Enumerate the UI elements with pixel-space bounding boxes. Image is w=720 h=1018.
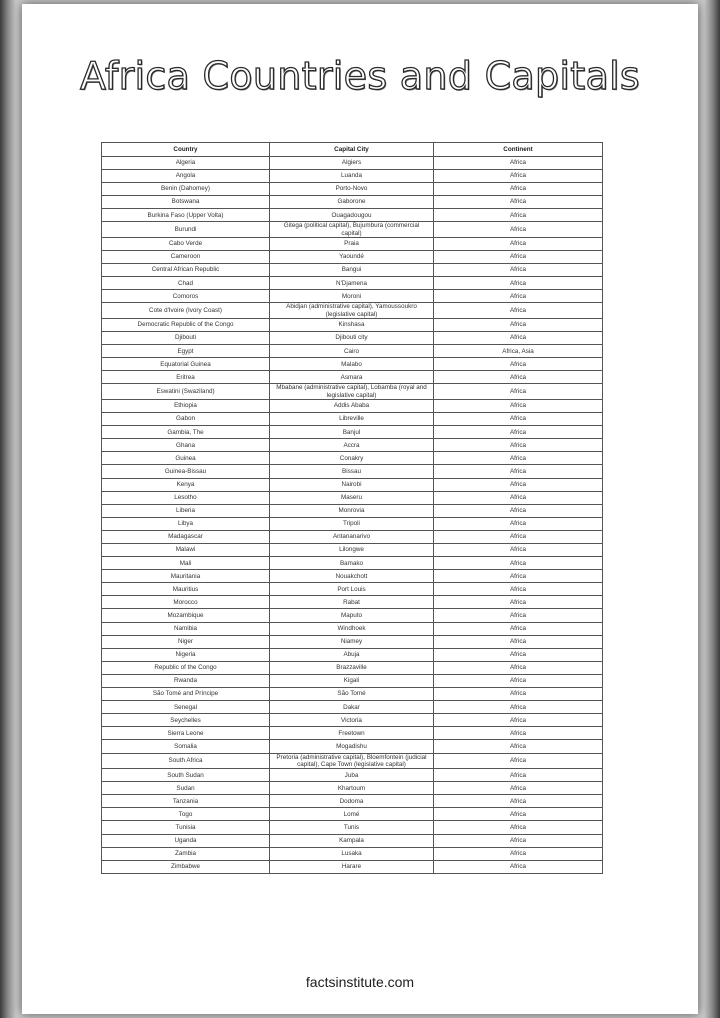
table-row	[102, 345, 603, 358]
capital-cell: Malabo	[270, 358, 434, 371]
continent-cell: Africa	[434, 452, 603, 465]
table-row	[102, 264, 603, 277]
table-row	[102, 740, 603, 753]
continent-cell: Africa	[434, 544, 603, 557]
capital-cell: Brazzaville	[270, 661, 434, 674]
country-cell: Niger	[102, 635, 270, 648]
capital-cell: Cairo	[270, 345, 434, 358]
continent-cell: Africa	[434, 358, 603, 371]
capital-cell: Kampala	[270, 834, 434, 847]
country-cell: Madagascar	[102, 530, 270, 543]
table-row	[102, 371, 603, 384]
table-row	[102, 358, 603, 371]
continent-cell: Africa	[434, 753, 603, 769]
continent-cell: Africa	[434, 237, 603, 250]
continent-cell: Africa	[434, 622, 603, 635]
country-cell: Cameroon	[102, 250, 270, 263]
continent-cell: Africa	[434, 209, 603, 222]
country-cell: Eswatini (Swaziland)	[102, 384, 270, 400]
continent-cell: Africa	[434, 517, 603, 530]
continent-cell: Africa	[434, 530, 603, 543]
table-row	[102, 250, 603, 263]
table-row	[102, 399, 603, 412]
continent-cell: Africa	[434, 290, 603, 303]
continent-cell: Africa	[434, 688, 603, 701]
country-cell: Zambia	[102, 847, 270, 860]
capital-cell: Tunis	[270, 821, 434, 834]
table-row	[102, 222, 603, 238]
capital-cell: Lusaka	[270, 847, 434, 860]
continent-cell: Africa	[434, 740, 603, 753]
table-row	[102, 478, 603, 491]
country-cell: Comoros	[102, 290, 270, 303]
table-row	[102, 727, 603, 740]
continent-cell: Africa	[434, 264, 603, 277]
continent-cell: Africa	[434, 371, 603, 384]
continent-cell: Africa	[434, 648, 603, 661]
capital-cell: Juba	[270, 769, 434, 782]
capital-cell: Abidjan (administrative capital), Yamoussoukro (legislative capital)	[270, 303, 434, 319]
table-row	[102, 544, 603, 557]
table-row	[102, 182, 603, 195]
country-cell: Democratic Republic of the Congo	[102, 318, 270, 331]
table-row	[102, 795, 603, 808]
table-row	[102, 661, 603, 674]
table-row	[102, 834, 603, 847]
continent-cell: Africa	[434, 439, 603, 452]
capital-cell: Algiers	[270, 156, 434, 169]
country-cell: Republic of the Congo	[102, 661, 270, 674]
continent-cell: Africa	[434, 834, 603, 847]
table-row	[102, 277, 603, 290]
capital-cell: Ouagadougou	[270, 209, 434, 222]
capital-cell: Bissau	[270, 465, 434, 478]
country-cell: Cabo Verde	[102, 237, 270, 250]
capital-cell: Moroni	[270, 290, 434, 303]
continent-cell: Africa	[434, 795, 603, 808]
table-row	[102, 303, 603, 319]
capital-cell: Yaoundé	[270, 250, 434, 263]
table-row	[102, 196, 603, 209]
capital-cell: Monrovia	[270, 504, 434, 517]
table-row	[102, 714, 603, 727]
continent-cell: Africa	[434, 303, 603, 319]
capital-cell: N'Djamena	[270, 277, 434, 290]
continent-cell: Africa	[434, 318, 603, 331]
country-cell: Zimbabwe	[102, 860, 270, 873]
country-cell: Mali	[102, 557, 270, 570]
country-cell: Togo	[102, 808, 270, 821]
continent-cell: Africa	[434, 727, 603, 740]
country-cell: Senegal	[102, 701, 270, 714]
country-cell: Benin (Dahomey)	[102, 182, 270, 195]
capital-cell: Antananarivo	[270, 530, 434, 543]
country-cell: Uganda	[102, 834, 270, 847]
table-row	[102, 701, 603, 714]
table-header	[102, 143, 603, 157]
country-cell: Botswana	[102, 196, 270, 209]
continent-cell: Africa	[434, 596, 603, 609]
capital-cell: Bangui	[270, 264, 434, 277]
capital-cell: Victoria	[270, 714, 434, 727]
country-cell: Ghana	[102, 439, 270, 452]
table-row	[102, 413, 603, 426]
continent-cell: Africa	[434, 332, 603, 345]
capital-cell: Asmara	[270, 371, 434, 384]
table-row	[102, 557, 603, 570]
capital-cell: Conakry	[270, 452, 434, 465]
countries-table	[101, 142, 603, 874]
capital-cell: Gaborone	[270, 196, 434, 209]
continent-cell: Africa	[434, 399, 603, 412]
continent-cell: Africa	[434, 769, 603, 782]
capital-cell: Maputo	[270, 609, 434, 622]
table-row	[102, 808, 603, 821]
document-page	[22, 4, 698, 1014]
capital-cell: Port Louis	[270, 583, 434, 596]
continent-cell: Africa	[434, 222, 603, 238]
country-cell: Rwanda	[102, 674, 270, 687]
country-cell: Djibouti	[102, 332, 270, 345]
capital-cell: Windhoek	[270, 622, 434, 635]
country-cell: Ethiopia	[102, 399, 270, 412]
table-row	[102, 688, 603, 701]
capital-cell: Rabat	[270, 596, 434, 609]
country-cell: Egypt	[102, 345, 270, 358]
country-cell: Eritrea	[102, 371, 270, 384]
country-cell: Seychelles	[102, 714, 270, 727]
country-cell: Tanzania	[102, 795, 270, 808]
country-cell: Gabon	[102, 413, 270, 426]
table-row	[102, 426, 603, 439]
header-row	[102, 143, 603, 157]
table-row	[102, 504, 603, 517]
country-cell: Burkina Faso (Upper Volta)	[102, 209, 270, 222]
country-cell: South Africa	[102, 753, 270, 769]
page-title: Africa Countries and Capitals	[79, 54, 641, 98]
capital-cell: Niamey	[270, 635, 434, 648]
continent-cell: Africa	[434, 714, 603, 727]
table-row	[102, 847, 603, 860]
country-cell: Morocco	[102, 596, 270, 609]
continent-cell: Africa	[434, 821, 603, 834]
continent-cell: Africa	[434, 609, 603, 622]
country-cell: Libya	[102, 517, 270, 530]
capital-cell: Luanda	[270, 169, 434, 182]
country-cell: Tunisia	[102, 821, 270, 834]
capital-cell: Dodoma	[270, 795, 434, 808]
table-row	[102, 384, 603, 400]
table-row	[102, 209, 603, 222]
table-row	[102, 452, 603, 465]
capital-cell: São Tomé	[270, 688, 434, 701]
country-cell: Central African Republic	[102, 264, 270, 277]
table-row	[102, 648, 603, 661]
header-continent: Continent	[434, 143, 603, 157]
country-cell: Mozambique	[102, 609, 270, 622]
continent-cell: Africa, Asia	[434, 345, 603, 358]
continent-cell: Africa	[434, 156, 603, 169]
table-row	[102, 570, 603, 583]
continent-cell: Africa	[434, 504, 603, 517]
capital-cell: Djibouti city	[270, 332, 434, 345]
table-row	[102, 596, 603, 609]
country-cell: São Tomé and Príncipe	[102, 688, 270, 701]
country-cell: Burundi	[102, 222, 270, 238]
capital-cell: Abuja	[270, 648, 434, 661]
country-cell: Chad	[102, 277, 270, 290]
capital-cell: Mbabane (administrative capital), Lobamba (royal and legislative capital)	[270, 384, 434, 400]
table-row	[102, 609, 603, 622]
table-body	[102, 156, 603, 873]
continent-cell: Africa	[434, 169, 603, 182]
table-row	[102, 491, 603, 504]
country-cell: Sudan	[102, 782, 270, 795]
capital-cell: Maseru	[270, 491, 434, 504]
capital-cell: Lilongwe	[270, 544, 434, 557]
continent-cell: Africa	[434, 635, 603, 648]
table-row	[102, 821, 603, 834]
capital-cell: Bamako	[270, 557, 434, 570]
table-row	[102, 769, 603, 782]
capital-cell: Khartoum	[270, 782, 434, 795]
capital-cell: Pretoria (administrative capital), Bloemfontein (judicial capital), Cape Town (legislative capital)	[270, 753, 434, 769]
country-cell: Gambia, The	[102, 426, 270, 439]
continent-cell: Africa	[434, 674, 603, 687]
country-cell: Kenya	[102, 478, 270, 491]
country-cell: Mauritania	[102, 570, 270, 583]
table-row	[102, 674, 603, 687]
continent-cell: Africa	[434, 277, 603, 290]
continent-cell: Africa	[434, 557, 603, 570]
capital-cell: Libreville	[270, 413, 434, 426]
capital-cell: Nouakchott	[270, 570, 434, 583]
continent-cell: Africa	[434, 250, 603, 263]
table-row	[102, 169, 603, 182]
continent-cell: Africa	[434, 808, 603, 821]
table-row	[102, 530, 603, 543]
capital-cell: Kinshasa	[270, 318, 434, 331]
country-cell: Malawi	[102, 544, 270, 557]
country-cell: Namibia	[102, 622, 270, 635]
capital-cell: Mogadishu	[270, 740, 434, 753]
table-row	[102, 332, 603, 345]
country-cell: Mauritius	[102, 583, 270, 596]
table-row	[102, 635, 603, 648]
continent-cell: Africa	[434, 661, 603, 674]
capital-cell: Nairobi	[270, 478, 434, 491]
table-row	[102, 290, 603, 303]
capital-cell: Harare	[270, 860, 434, 873]
table-row	[102, 517, 603, 530]
continent-cell: Africa	[434, 782, 603, 795]
continent-cell: Africa	[434, 413, 603, 426]
capital-cell: Accra	[270, 439, 434, 452]
country-cell: Sierra Leone	[102, 727, 270, 740]
continent-cell: Africa	[434, 196, 603, 209]
table-row	[102, 465, 603, 478]
continent-cell: Africa	[434, 583, 603, 596]
continent-cell: Africa	[434, 847, 603, 860]
country-cell: Liberia	[102, 504, 270, 517]
capital-cell: Tripoli	[270, 517, 434, 530]
table-row	[102, 439, 603, 452]
capital-cell: Gitega (political capital), Bujumbura (commercial capital)	[270, 222, 434, 238]
table-row	[102, 318, 603, 331]
table-row	[102, 622, 603, 635]
capital-cell: Freetown	[270, 727, 434, 740]
country-cell: Somalia	[102, 740, 270, 753]
country-cell: Equatorial Guinea	[102, 358, 270, 371]
country-cell: Cote d'Ivoire (Ivory Coast)	[102, 303, 270, 319]
country-cell: Algeria	[102, 156, 270, 169]
capital-cell: Dakar	[270, 701, 434, 714]
country-cell: Angola	[102, 169, 270, 182]
country-cell: Guinea	[102, 452, 270, 465]
country-cell: Guinea-Bissau	[102, 465, 270, 478]
continent-cell: Africa	[434, 570, 603, 583]
capital-cell: Addis Ababa	[270, 399, 434, 412]
continent-cell: Africa	[434, 701, 603, 714]
country-cell: South Sudan	[102, 769, 270, 782]
header-country: Country	[102, 143, 270, 157]
capital-cell: Porto-Novo	[270, 182, 434, 195]
country-cell: Lesotho	[102, 491, 270, 504]
capital-cell: Kigali	[270, 674, 434, 687]
continent-cell: Africa	[434, 465, 603, 478]
table-row	[102, 156, 603, 169]
header-capital-city: Capital City	[270, 143, 434, 157]
continent-cell: Africa	[434, 182, 603, 195]
capital-cell: Praia	[270, 237, 434, 250]
capital-cell: Lomé	[270, 808, 434, 821]
continent-cell: Africa	[434, 478, 603, 491]
continent-cell: Africa	[434, 860, 603, 873]
table-row	[102, 237, 603, 250]
continent-cell: Africa	[434, 426, 603, 439]
table-row	[102, 583, 603, 596]
capital-cell: Banjul	[270, 426, 434, 439]
country-cell: Nigeria	[102, 648, 270, 661]
continent-cell: Africa	[434, 491, 603, 504]
footer-website: factsinstitute.com	[305, 974, 415, 990]
continent-cell: Africa	[434, 384, 603, 400]
table-row	[102, 782, 603, 795]
table-row	[102, 753, 603, 769]
table-row	[102, 860, 603, 873]
